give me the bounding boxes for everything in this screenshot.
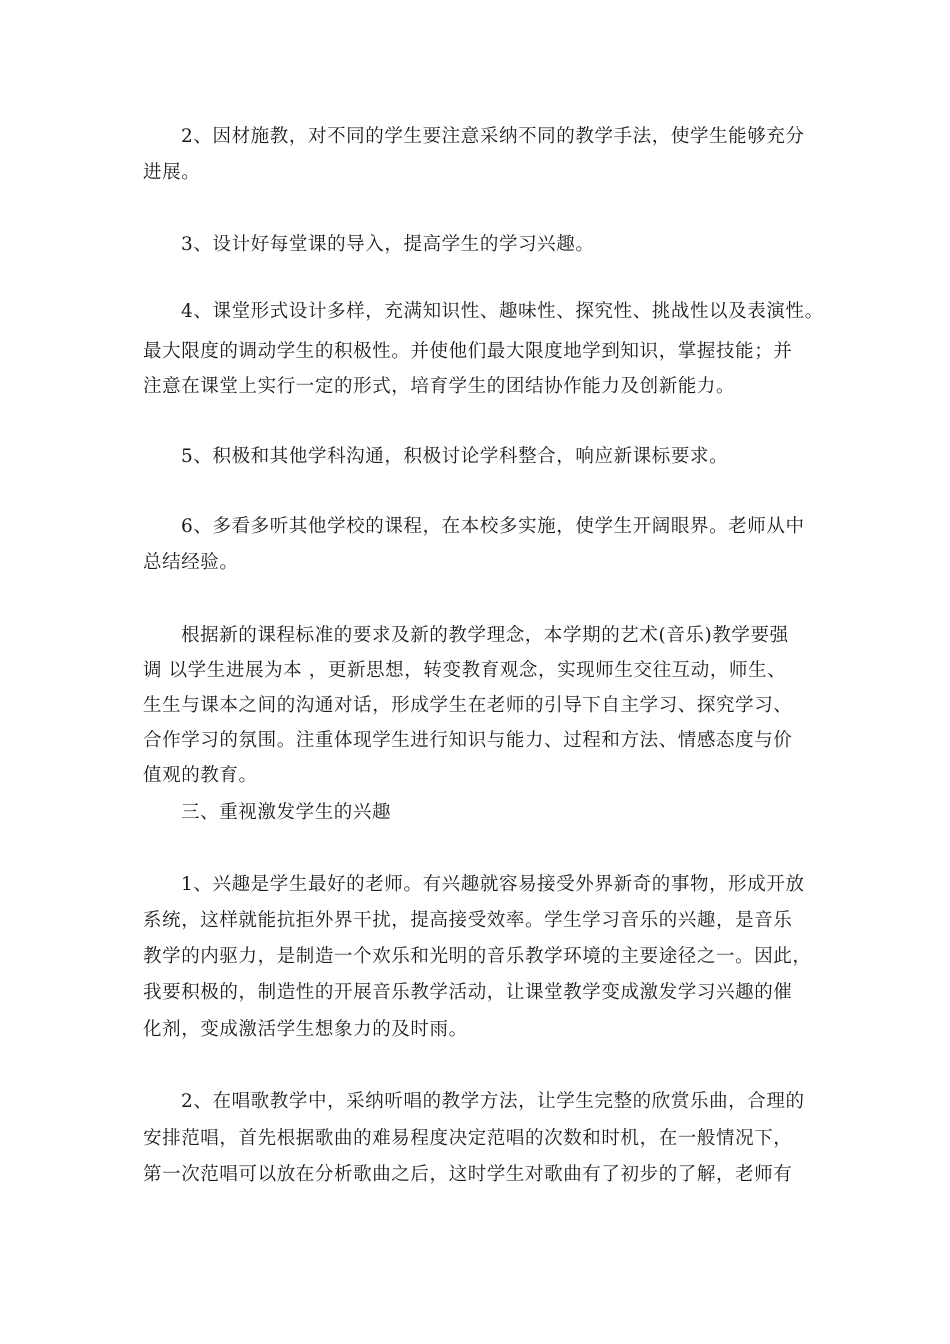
paragraph-line: 值观的教育。 — [143, 765, 258, 786]
paragraph-line: 调 以学生进展为本 ，更新思想，转变教育观念，实现师生交往互动，师生、 — [143, 660, 787, 681]
paragraph-line: 总结经验。 — [143, 552, 239, 573]
paragraph-line: 1、兴趣是学生最好的老师。有兴趣就容易接受外界新奇的事物，形成开放 — [181, 874, 805, 895]
paragraph-line: 第一次范唱可以放在分析歌曲之后，这时学生对歌曲有了初步的了解，老师有 — [143, 1164, 793, 1185]
paragraph-line: 2、因材施教，对不同的学生要注意采纳不同的教学手法，使学生能够充分 — [181, 126, 805, 147]
paragraph-line: 教学的内驱力，是制造一个欢乐和光明的音乐教学环境的主要途径之一。因此， — [143, 946, 812, 967]
paragraph-line: 5、积极和其他学科沟通，积极讨论学科整合，响应新课标要求。 — [181, 446, 729, 467]
paragraph-line: 最大限度的调动学生的积极性。并使他们最大限度地学到知识，掌握技能；并 — [143, 341, 793, 362]
section-heading: 三、重视激发学生的兴趣 — [181, 802, 392, 823]
paragraph-line: 根据新的课程标准的要求及新的教学理念，本学期的艺术(音乐)教学要强 — [181, 625, 789, 646]
paragraph-line: 4、课堂形式设计多样，充满知识性、趣味性、探究性、挑战性以及表演性。 — [181, 301, 824, 322]
paragraph-line: 6、多看多听其他学校的课程，在本校多实施，使学生开阔眼界。老师从中 — [181, 516, 805, 537]
paragraph-line: 3、设计好每堂课的导入，提高学生的学习兴趣。 — [181, 234, 595, 255]
paragraph-line: 注意在课堂上实行一定的形式，培育学生的团结协作能力及创新能力。 — [143, 376, 736, 397]
paragraph-line: 化剂，变成激活学生想象力的及时雨。 — [143, 1019, 468, 1040]
paragraph-line: 安排范唱，首先根据歌曲的难易程度决定范唱的次数和时机，在一般情况下， — [143, 1128, 793, 1149]
paragraph-line: 进展。 — [143, 162, 201, 183]
paragraph-line: 系统，这样就能抗拒外界干扰，提高接受效率。学生学习音乐的兴趣，是音乐 — [143, 910, 793, 931]
paragraph-line: 合作学习的氛围。注重体现学生进行知识与能力、过程和方法、情感态度与价 — [143, 730, 793, 751]
paragraph-line: 我要积极的，制造性的开展音乐教学活动，让课堂教学变成激发学习兴趣的催 — [143, 982, 793, 1003]
paragraph-line: 生生与课本之间的沟通对话，形成学生在老师的引导下自主学习、探究学习、 — [143, 695, 793, 716]
paragraph-line: 2、在唱歌教学中，采纳听唱的教学方法，让学生完整的欣赏乐曲，合理的 — [181, 1091, 805, 1112]
